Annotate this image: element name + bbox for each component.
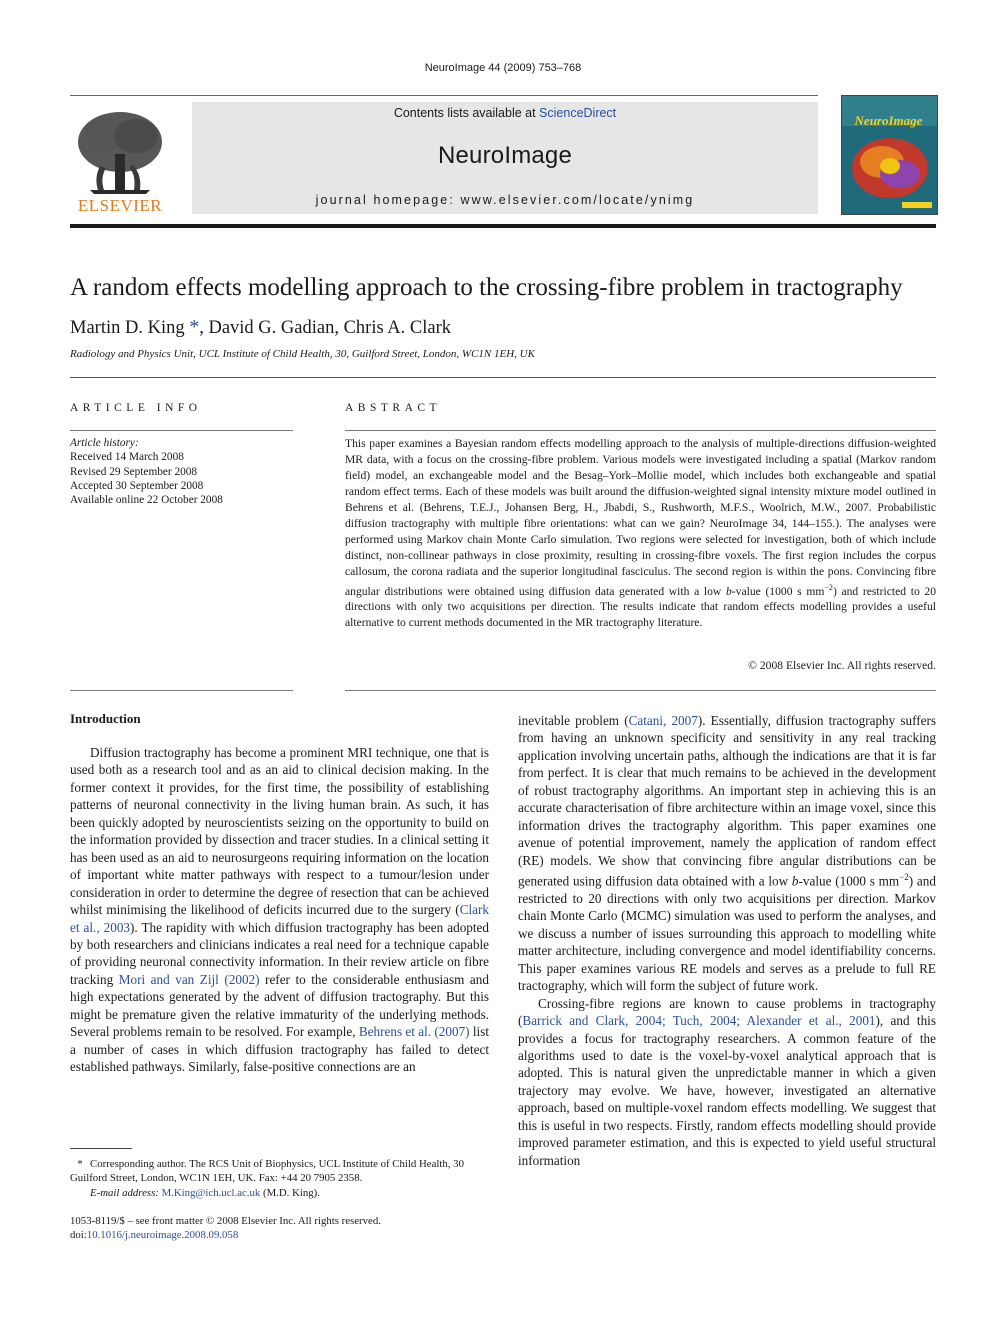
abstract-part-2: -value (1000 s mm [731,584,825,598]
superscript: −2 [899,872,909,883]
elsevier-wordmark: ELSEVIER [77,196,163,215]
article-info-bottom-rule [70,690,293,691]
email-label: E-mail address: [90,1186,162,1199]
text-run: ), and this provides a focus for tractography researchers. A common feature of the algorithms used to date is the voxel-by-voxel analytical approach that is adopted. This is natural given the unpredictable manner in which a given trajectory may evolve. We have, however, investigated an alternative approach, based on multiple-voxel random effects modelling. We suggest that this is useful in two respects. Firstly, random effects modelling should provide improved parameter estimation, and this is expected to yield useful structural information [518,1013,936,1168]
header-top-rule [70,95,818,96]
journal-reference: NeuroImage 44 (2009) 753–768 [424,62,582,74]
abstract-part-1: This paper examines a Bayesian random effects modelling approach to the analysis of multiple-directions diffusion-weighted MR data, with a focus on the crossing-fibre problem. Various models were investigated including a spatial (Markov random field) model, an exchangeable model and the Besag–York–Mollie model, which includes both exchangeable and spatial random effect terms. Each of these models was built around the diffusion-weighted signal intensity mixture model outlined in Behrens et al. (Behrens, T.E.J., Johansen Berg, H., Jbabdi, S., Rushworth, M.F.S., Woolrich, M.W., 2007. Probabilistic diffusion tractography with multiple fibre orientations: what can we gain? NeuroImage 34, 144–155.). The analyses were performed using Markov chain Monte Carlo simulation. Two regions were selected for investigation, both of which include distinct, non-collinear pathways in close proximity, resulting in crossing-fibre voxels. The first region includes the corpus callosum, the corona radiata and the superior longitudinal fasciculus. The second region is within the pons. Convincing fibre angular distributions were obtained using diffusion data generated with a low [345,437,936,598]
issn-line: 1053-8119/$ – see front matter © 2008 Elsevier Inc. All rights reserved. [70,1215,381,1227]
abstract-heading: ABSTRACT [345,402,442,414]
history-revised: Revised 29 September 2008 [70,465,198,478]
email-suffix: (M.D. King). [260,1186,320,1199]
article-history [70,436,300,507]
footnote-star: * [77,1158,83,1170]
contents-prefix: Contents lists available at [393,106,540,120]
b-italic: b [791,873,799,889]
affiliation: Radiology and Physics Unit, UCL Institute of Child Health, 30, Guilford Street, London, WC1N 1EH, UK [70,348,535,360]
text-run: ). The rapidity with which diffusion tractography has been adopted by both researchers and clinicians indicates a real need for a technique capable of providing neuronal connectivity information. In their review article on fibre tracking [70,919,489,987]
footnote-rule [70,1148,132,1149]
journal-homepage[interactable]: journal homepage: www.elsevier.com/locate/ynimg [315,193,695,207]
doi-link[interactable]: 10.1016/j.neuroimage.2008.09.058 [86,1229,239,1242]
citation-mori-2002[interactable]: Mori and van Zijl (2002) [118,971,260,987]
citation-barrick-tuch-alexander[interactable]: Barrick and Clark, 2004; Tuch, 2004; Alexander et al., 2001 [522,1013,876,1029]
text-run: inevitable problem ( [518,713,629,728]
citation-behrens-2007[interactable]: Behrens et al. (2007) [358,1024,470,1040]
history-received: Received 14 March 2008 [70,451,184,464]
cover-journal-title: NeuroImage [854,113,923,128]
text-run: Crossing-fibre regions are known to cause problems in tractography ( [518,995,936,1029]
history-accepted: Accepted 30 September 2008 [70,479,204,492]
text-run: ). Essentially, diffusion tractography suffers from having an unknown specificity and sensitivity in any real tracking application involving uncertain paths, although the indications are that it is far from perfect. It is clear that much remains to be achieved in the development of robust tractography algorithms. An important step in achieving this is an accurate characterisation of fibre architecture within an image voxel, since this information drives the tractography algorithm. This paper examines one avenue of potential improvement, namely the application of random effect (RE) models. We show that convincing fibre angular distributions can be generated using diffusion data obtained with a low [518,713,936,889]
text-run: ) and restricted to 20 directions with only two acquisitions per direction. Markov chain Monte Carlo (MCMC) simulation was used to perform the analyses, and we discuss a number of issues surrounding this approach to modelling white matter architecture, including convergence and model identifiability concerns. This paper examines various RE models and serves as a prelude to full RE tractography, which will form the subject of future work. [518,873,936,994]
abstract-text [345,436,936,631]
author-3: Chris A. Clark [343,318,451,338]
text-run: list a number of cases in which diffusion tractography has failed to detect established pathways. Similarly, false-positive connections are an [70,1024,490,1075]
header-thick-rule [70,224,936,228]
abstract-b-italic: b [726,584,732,598]
citation-clark-2003[interactable]: Clark et al., 2003 [70,902,489,935]
footnote-corresponding: Corresponding author. The RCS Unit of Biophysics, UCL Institute of Child Health, 30 Guilford Street, London, WC1N 1EH, UK. Fax: +44 20 7905 2358. [70,1158,464,1185]
abstract-part-3: ) and restricted to 20 directions with only two acquisitions per direction. The results indicate that random effects modelling provides a useful alternative to current methods documented in the MR tractography literature. [345,584,937,630]
abstract-superscript: −2 [824,582,833,592]
left-column [70,744,489,1076]
sciencedirect-link[interactable]: ScienceDirect [539,106,617,120]
citation-catani-2007[interactable]: Catani, 2007 [628,713,698,728]
contents-line [192,106,818,120]
affiliation-rule [70,377,936,378]
author-email-link[interactable]: M.King@ich.ucl.ac.uk [161,1186,261,1199]
abstract-rule [345,430,936,431]
intro-paragraph-2 [518,995,936,1170]
intro-paragraph-1 [70,744,489,1076]
abstract-bottom-rule [345,690,936,691]
paper-title: A random effects modelling approach to the crossing-fibre problem in tractography [70,274,903,301]
right-column [518,712,936,1169]
article-info-rule [70,430,293,431]
author-1: Martin D. King [70,318,185,338]
text-run: -value (1000 s mm [798,873,900,889]
doi-label: doi: [70,1229,87,1242]
introduction-heading: Introduction [70,711,141,726]
text-run: Diffusion tractography has become a prominent MRI technique, one that is used both as a research tool and as an aid to clinical decision making. In the former context it provides, for the first time, the possibility of establishing patterns of neuronal connectivity in the living human brain. As such, it has been quickly adopted by neuroscientists seizing on the opportunity to build on the information provided by dissection and tracer studies. In a clinical setting it has been used as an aid to neurosurgeons requiring information on the location of important white matter pathways with respect to a tumour/lesion under consideration in order to determine the degree of resection that can be achieved whilst minimising the likelihood of deficits incurred due to the surgery ( [70,745,489,918]
author-2: David G. Gadian [208,318,335,338]
corresponding-author-marker[interactable]: * [189,316,200,338]
journal-name: NeuroImage [437,142,573,169]
corresponding-author-footnote [70,1157,495,1200]
intro-paragraph-1-continued [518,712,936,995]
front-matter [70,1214,381,1243]
copyright-notice: © 2008 Elsevier Inc. All rights reserved. [748,659,936,672]
history-label: Article history: [70,437,139,449]
text-run: refer to the considerable enthusiasm and high expectations generated by the advent of diffusion tractography. But this might be premature given the relative immaturity of the underlying methods. Several problems remain to be resolved. For example, [70,971,489,1040]
article-info-heading: ARTICLE INFO [70,402,202,414]
author-list: Martin D. King *, David G. Gadian, Chris A. Clark [70,316,451,338]
history-online: Available online 22 October 2008 [70,494,223,507]
